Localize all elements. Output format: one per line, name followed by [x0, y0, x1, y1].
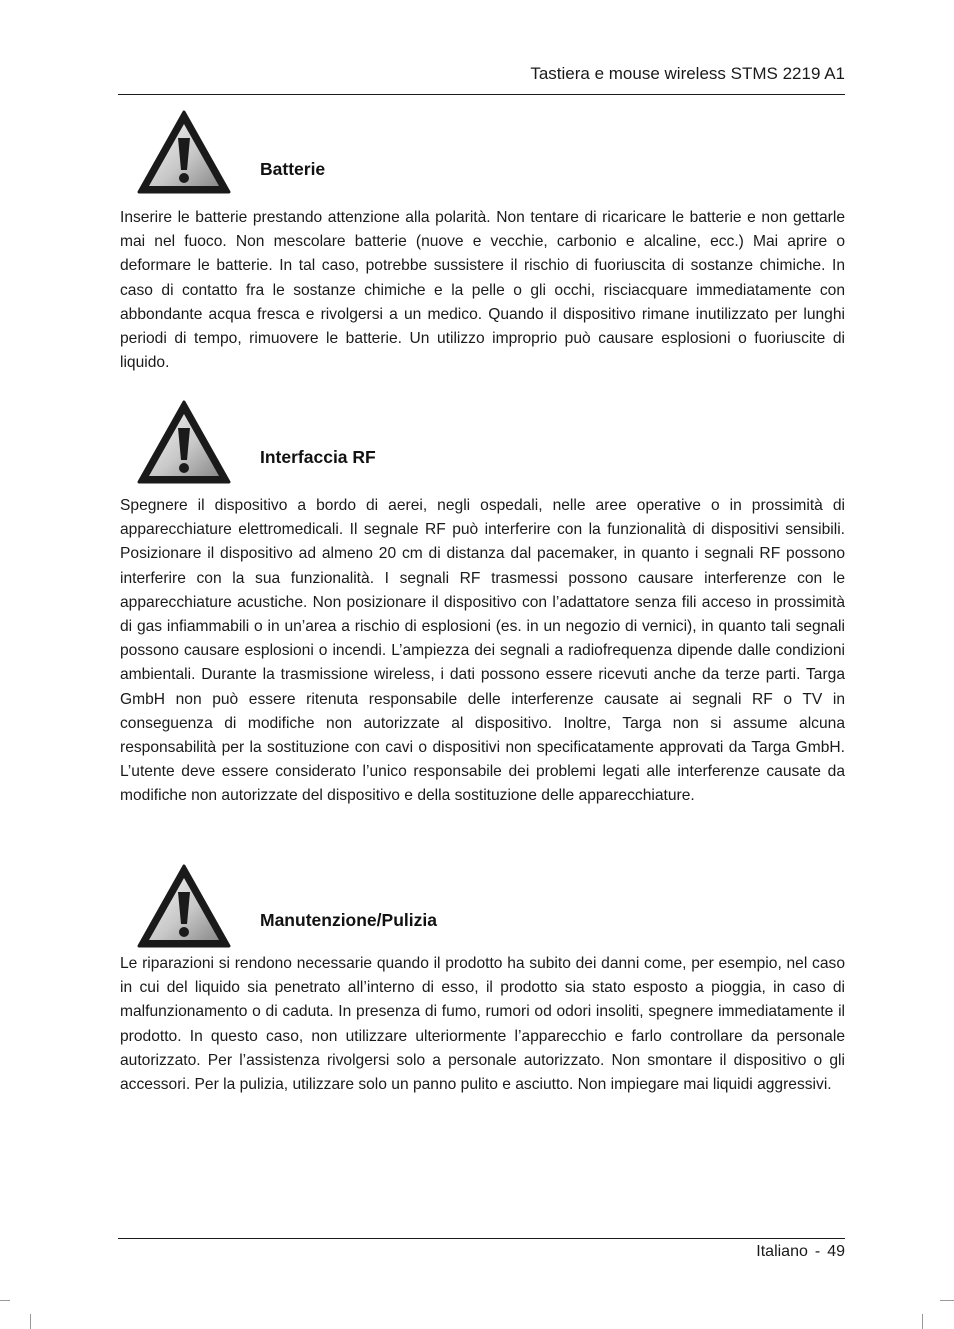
- crop-mark: [30, 1314, 31, 1329]
- page-footer: [756, 1243, 845, 1261]
- footer-separator: -: [814, 1243, 821, 1260]
- warning-triangle-icon: [137, 864, 231, 948]
- header-rule: [118, 94, 845, 95]
- crop-mark: [0, 1300, 10, 1301]
- section-title: Interfaccia RF: [260, 447, 376, 467]
- footer-rule: [118, 1238, 845, 1239]
- crop-mark: [922, 1314, 923, 1329]
- section-title: Manutenzione/Pulizia: [260, 910, 437, 930]
- crop-mark: [940, 1300, 954, 1301]
- section-title: Batterie: [260, 159, 326, 179]
- warning-triangle-icon: [137, 110, 231, 194]
- section-body: Spegnere il dispositivo a bordo di aerei, negli ospedali, nelle aree operative o in prossimità di apparecchiature elettromedicali. Il segnale RF può interferire con la funzionalità di dispositivi sensibili. Posizionare il dispositivo ad almeno 20 cm di distanza dal pacemaker, in quanto i segnali RF possono interferire con la sua funzionalità. I segnali RF trasmessi possono causare interferenze con le apparecchiature acustiche. Non posizionare il dispositivo con l’adattatore senza fili acceso in prossimità di gas infiammabili o in un’area a rischio di esplosioni (es. in un negozio di vernici), in quanto tali segnali possono causare esplosioni o incendi. L’ampiezza dei segnali a radiofrequenza dipende dalle condizioni ambientali. Durante la trasmissione wireless, i dati possono essere ricevuti anche da terze parti. Targa GmbH non può essere ritenuta responsabile delle interferenze causate ai segnali RF o TV in conseguenza di modifiche non autorizzate al dispositivo. Inoltre, Targa non si assume alcuna responsabilità per la sostituzione con cavi o dispositivi non specificatamente approvati da Targa GmbH. L’utente deve essere considerato l’unico responsabile dei problemi legati alle interferenze causate da modifiche non autorizzate del dispositivo e della sostituzione delle apparecchiature.: [120, 497, 845, 805]
- footer-language: Italiano: [756, 1243, 808, 1260]
- section-body: Inserire le batterie prestando attenzione alla polarità. Non tentare di ricaricare le batterie e non gettarle mai nel fuoco. Non mescolare batterie (nuove e vecchie, carbonio e alcaline, ecc.) Mai aprire o deformare le batterie. In tal caso, potrebbe sussistere il rischio di fuoriuscita di sostanze chimiche. In caso di contatto fra le sostanze chimiche e la pelle o gli occhi, risciacquare immediatamente con abbondante acqua fresca e rivolgersi a un medico. Quando il dispositivo rimane inutilizzato per lunghi periodi di tempo, rimuovere le batterie. Un utilizzo improprio può causare esplosioni o fuoriuscite di liquido.: [120, 209, 845, 372]
- warning-triangle-icon: [137, 400, 231, 484]
- page-number: 49: [827, 1243, 845, 1260]
- header-title: Tastiera e mouse wireless STMS 2219 A1: [530, 64, 845, 83]
- section-body: Le riparazioni si rendono necessarie quando il prodotto ha subito dei danni come, per esempio, nel caso in cui del liquido sia penetrato all’interno di esso, il prodotto sia stato esposto a pioggia, in caso di malfunzionamento o di caduta. In presenza di fumo, rumori od odori insoliti, spegnere immediatamente il prodotto. In questo caso, non utilizzare ulteriormente l’apparecchio e farlo controllare da personale autorizzato. Per l’assistenza rivolgersi solo a personale autorizzato. Non smontare il dispositivo o gli accessori. Per la pulizia, utilizzare solo un panno pulito e asciutto. Non impiegare mai liquidi aggressivi.: [120, 955, 845, 1094]
